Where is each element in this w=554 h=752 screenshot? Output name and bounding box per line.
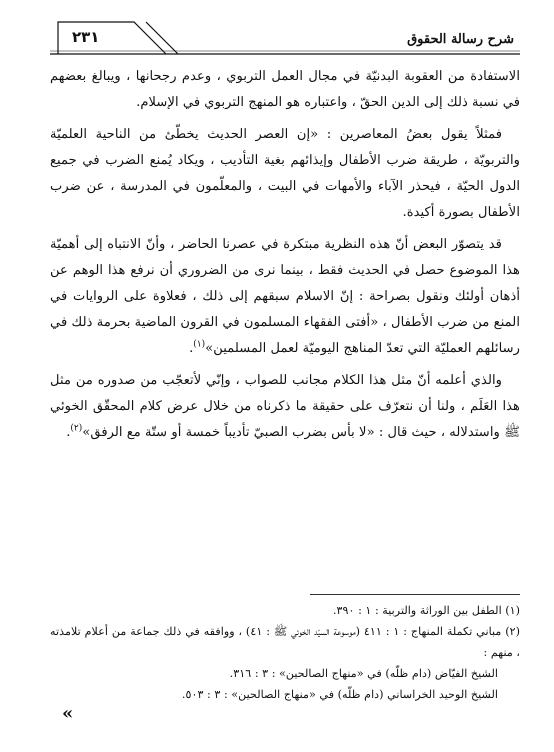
continuation-mark: » (62, 703, 74, 724)
footnote-1: (١) الطفل بين الوراثة والتربية : ١ : ٣٩٠. (332, 604, 520, 617)
paragraph-1: الاستفادة من العقوبة البدنيّة في مجال العمل التربوي ، وعدم رجحانها ، ويبالغ بعضهم في نسبة ذلك إلى الدين الحقّ ، واعتباره هو المنهج التربوي في الإسلام. (50, 69, 520, 110)
running-title: شرح رسالة الحقوق (407, 32, 514, 47)
footnote-2: (٢) مباني تكملة المنهاج : ١ : ٤١١ (موسوعة السيّد الخوئي ﷺ : ٤١) ، ووافقه في ذلك جماعة من أعلام تلامذته ، منهم : (50, 625, 520, 659)
main-text (50, 64, 520, 452)
footnote-ref-1[interactable]: (١) (193, 339, 206, 350)
footnote-ref-2[interactable]: (٢) (70, 423, 83, 434)
paragraph-2: فمثلاً يقول بعضُ المعاصرين : «إن العصر الحديث يخطّئ من الناحية العلميّة والتربويّة ، طريقة ضرب الأطفال وإيذائهم بغية التأديب ، ويكاد يُمنع الضرب في جميع الدول الحيّة ، فيحذر الآباء والأمهات في البيت ، والمعلّمون في المدرسة ، عن ضرب الأطفال بصورة أكيدة. (50, 127, 520, 220)
footnote-2-source-2: الشيخ الوحيد الخراساني (دام ظلّه) في «منهاج الصالحين» : ٣ : ٥٠٣. (181, 688, 498, 701)
page-number: ٢٣١ (72, 28, 100, 46)
footnotes (50, 600, 520, 705)
page-header (50, 18, 520, 58)
footnote-2-source-1: الشيخ الفيّاض (دام ظلّه) في «منهاج الصالحين» : ٣ : ٣١٦. (229, 667, 498, 680)
footnote-separator (310, 594, 520, 595)
paragraph-4: والذي أعلمه أنّ مثل هذا الكلام مجانب للصواب ، وإنّي لأتعجّب من صدوره من مثل هذا العَلَم ، ولنا أن نتعرّف على حقيقة ما ذكرناه من خلال عرض كلام المحقّق الخوئي ﷺ واستدلاله ، حيث قال : «لا بأس بضرب الصبيّ تأديباً خمسة أو ستّة مع الرفق»$^{(٢)}$. (50, 373, 520, 440)
paragraph-3: قد يتصوّر البعض أنّ هذه النظرية مبتكرة في عصرنا الحاضر ، وأنّ الانتباه إلى أهميّة هذا الموضوع حصل في الحديث فقط ، بينما نرى من الضروري أن نرفع هذا الوهم عن أذهان أولئك ونقول بصراحة : إنّ الاسلام سبقهم إلى ذلك ، فعلاوة على الروايات في المنع من ضرب الأطفال ، «أفتى الفقهاء المسلمون في القرون الماضية بحرمة ذلك في رسائلهم العمليّة التي تعدّ المناهج اليوميّة لعمل المسلمين»$^{(١)}$. (50, 237, 520, 356)
